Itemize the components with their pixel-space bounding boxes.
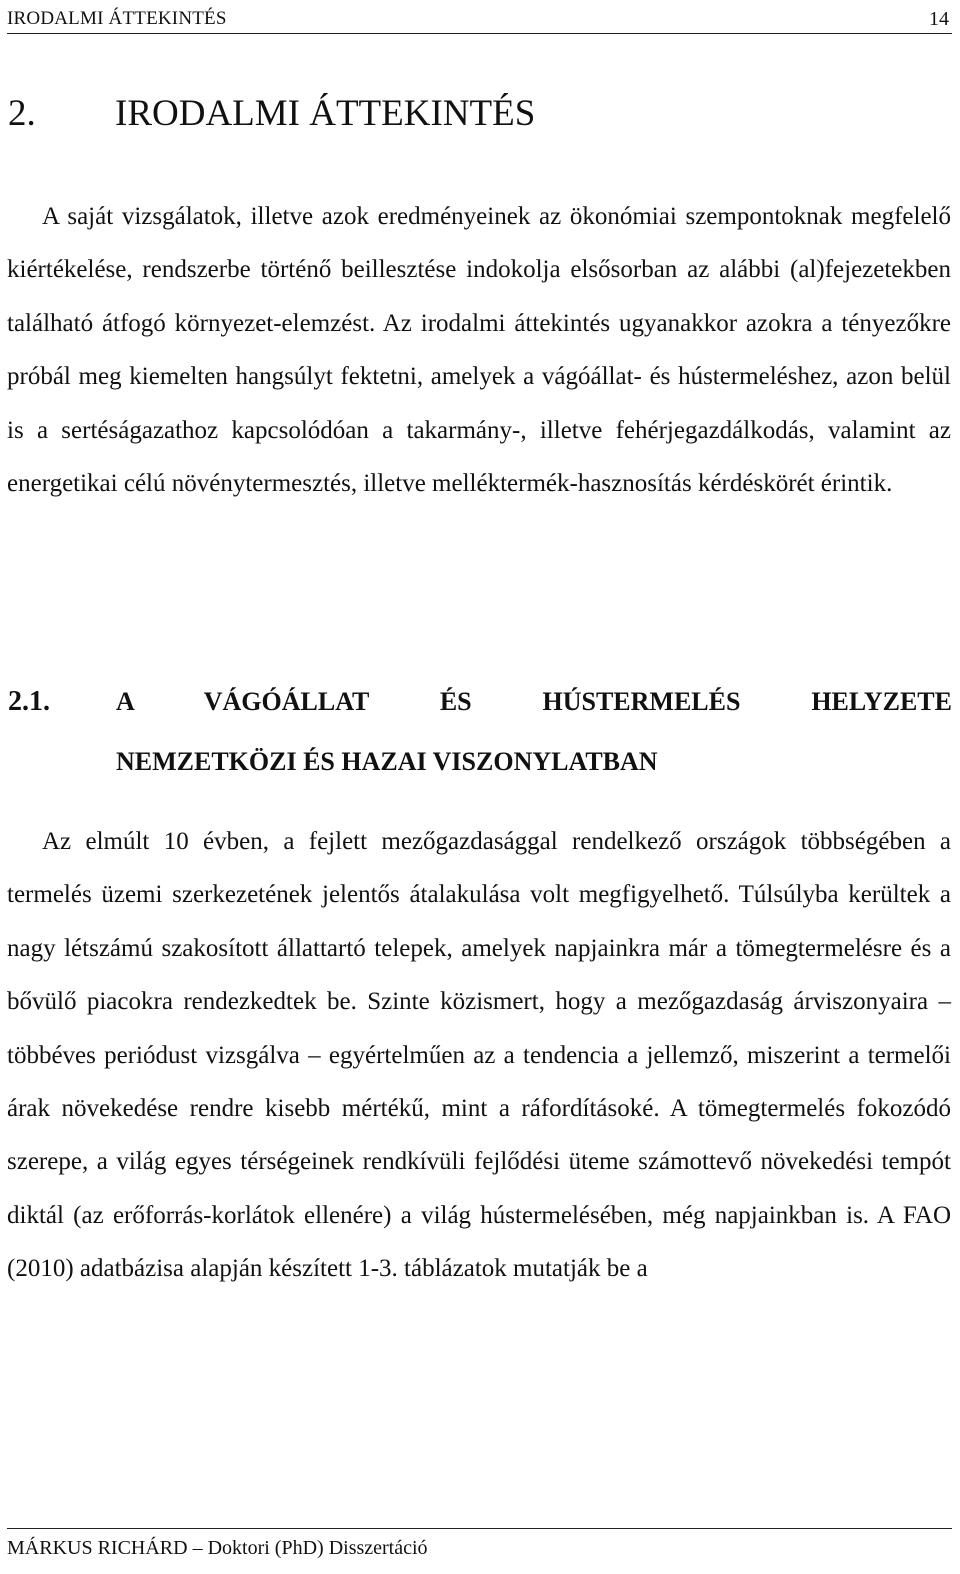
- section-title: [116, 672, 952, 792]
- page-footer: [7, 1528, 952, 1560]
- chapter-heading: [8, 92, 535, 135]
- section-title-line-1: A VÁGÓÁLLAT ÉS HÚSTERMELÉS HELYZETE: [116, 687, 952, 716]
- chapter-title: IRODALMI ÁTTEKINTÉS: [115, 93, 536, 134]
- body-paragraph-1: A saját vizsgálatok, illetve azok eredményeinek az ökonómiai szempontoknak megfelelő kiértékelése, rendszerbe történő beillesztése indokolja elsősorban az alábbi (al)fejezetekben található átfogó környezet-elemzést. Az irodalmi áttekintés ugyanakkor azokra a tényezőkre próbál meg kiemelten hangsúlyt fektetni, amelyek a vágóállat- és hústermeléshez, azon belül is a sertéságazathoz kapcsolódóan a takarmány-, illetve fehérjegazdálkodás, valamint az energetikai célú növénytermesztés, illetve melléktermék-hasznosítás kérdéskörét érintik.: [7, 203, 951, 498]
- chapter-number: 2.: [8, 93, 36, 134]
- running-header-title: IRODALMI ÁTTEKINTÉS: [7, 8, 227, 29]
- body-paragraph-2: Az elmúlt 10 évben, a fejlett mezőgazdasággal rendelkező országok többségében a termelés üzemi szerkezetének jelentős átalakulása volt megfigyelhető. Túlsúlyba kerültek a nagy létszámú szakosított állattartó telepek, amelyek napjainkra már a tömegtermelésre és a bővülő piacokra rendezkedtek be. Szinte közismert, hogy a mezőgazdaság árviszonyaira – többéves periódust vizsgálva – egyértelműen az a tendencia a jellemző, miszerint a termelői árak növekedése rendre kisebb mértékű, mint a ráfordításoké. A tömegtermelés fokozódó szerepe, a világ egyes térségeinek rendkívüli fejlődési üteme számottevő növekedési tempót diktál (az erőforrás-korlátok ellenére) a világ hústermelésében, még napjainkban is. A FAO (2010) adatbázisa alapján készített 1-3. táblázatok mutatják be a: [7, 828, 951, 1283]
- page-header: [7, 6, 952, 34]
- footer-text: MÁRKUS RICHÁRD – Doktori (PhD) Disszertáció: [7, 1537, 428, 1559]
- section-title-line-2: NEMZETKÖZI ÉS HAZAI VISZONYLATBAN: [116, 747, 658, 776]
- section-number: 2.1.: [8, 686, 50, 717]
- section-heading: [8, 672, 952, 792]
- page-number: 14: [929, 8, 949, 30]
